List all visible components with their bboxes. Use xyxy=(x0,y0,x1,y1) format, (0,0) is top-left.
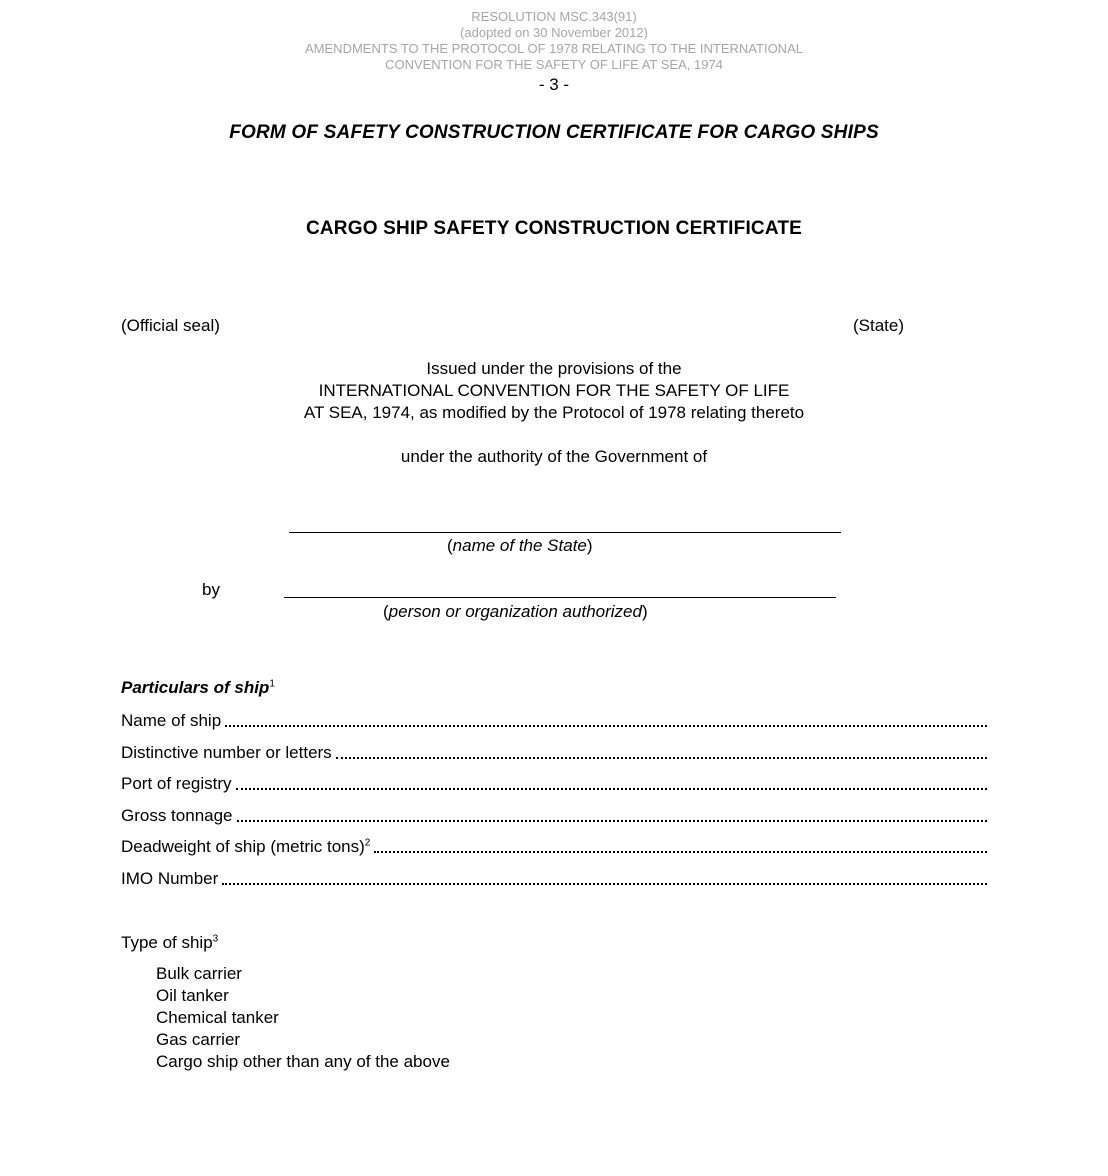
dotted-leader xyxy=(225,725,987,727)
dotted-leader xyxy=(237,820,987,822)
issued-line-3: AT SEA, 1974, as modified by the Protocol of 1978 relating thereto xyxy=(303,403,805,422)
particulars-heading: Particulars of ship$^1$ xyxy=(121,678,275,697)
dotted-leader xyxy=(374,851,987,853)
issued-line-2: INTERNATIONAL CONVENTION FOR THE SAFETY OF LIFE xyxy=(318,381,790,400)
type-option-oil-tanker[interactable]: Oil tanker xyxy=(156,986,229,1005)
dotted-leader xyxy=(336,757,987,759)
official-seal-label: (Official seal) xyxy=(121,316,220,335)
type-of-ship-list xyxy=(156,963,450,1073)
field-label: IMO Number xyxy=(121,869,219,888)
state-name-line xyxy=(289,532,841,533)
authorized-line xyxy=(284,597,836,598)
type-option-chemical-tanker[interactable]: Chemical tanker xyxy=(156,1008,279,1027)
page-number: - 3 - xyxy=(538,75,570,94)
type-option-gas-carrier[interactable]: Gas carrier xyxy=(156,1030,241,1049)
field-deadweight[interactable] xyxy=(121,835,987,857)
field-label: Name of ship xyxy=(121,711,222,730)
dotted-leader xyxy=(222,883,987,885)
issued-line-1: Issued under the provisions of the xyxy=(426,359,682,378)
type-option-other-cargo-ship[interactable]: Cargo ship other than any of the above xyxy=(156,1052,450,1071)
field-port-of-registry[interactable] xyxy=(121,772,987,794)
dotted-leader xyxy=(236,788,987,790)
certificate-title: CARGO SHIP SAFETY CONSTRUCTION CERTIFICATE xyxy=(305,218,803,239)
field-imo-number[interactable] xyxy=(121,867,987,889)
field-label: Gross tonnage xyxy=(121,806,233,825)
header-adopted: (adopted on 30 November 2012) xyxy=(460,25,648,40)
field-distinctive-number[interactable] xyxy=(121,741,987,763)
field-name-of-ship[interactable] xyxy=(121,709,987,731)
field-label: Port of registry xyxy=(121,774,232,793)
type-option-bulk-carrier[interactable]: Bulk carrier xyxy=(156,964,242,983)
header-resolution: RESOLUTION MSC.343(91) xyxy=(471,9,637,24)
field-label: Distinctive number or letters xyxy=(121,743,332,762)
type-of-ship-heading: Type of ship$^3$ xyxy=(121,933,219,952)
state-label: (State) xyxy=(853,316,905,335)
by-label: by xyxy=(202,580,220,599)
form-title: FORM OF SAFETY CONSTRUCTION CERTIFICATE FOR CARGO SHIPS xyxy=(229,122,879,143)
state-name-caption: (name of the State) xyxy=(447,536,593,555)
authority-text: under the authority of the Government of xyxy=(400,447,708,466)
field-label: Deadweight of ship (metric tons)$^2$ xyxy=(121,837,371,856)
field-gross-tonnage[interactable] xyxy=(121,804,987,826)
authorized-caption: (person or organization authorized) xyxy=(383,602,648,621)
header-amendments-line1: AMENDMENTS TO THE PROTOCOL OF 1978 RELATING TO THE INTERNATIONAL xyxy=(305,41,803,56)
header-amendments-line2: CONVENTION FOR THE SAFETY OF LIFE AT SEA, 1974 xyxy=(385,57,723,72)
